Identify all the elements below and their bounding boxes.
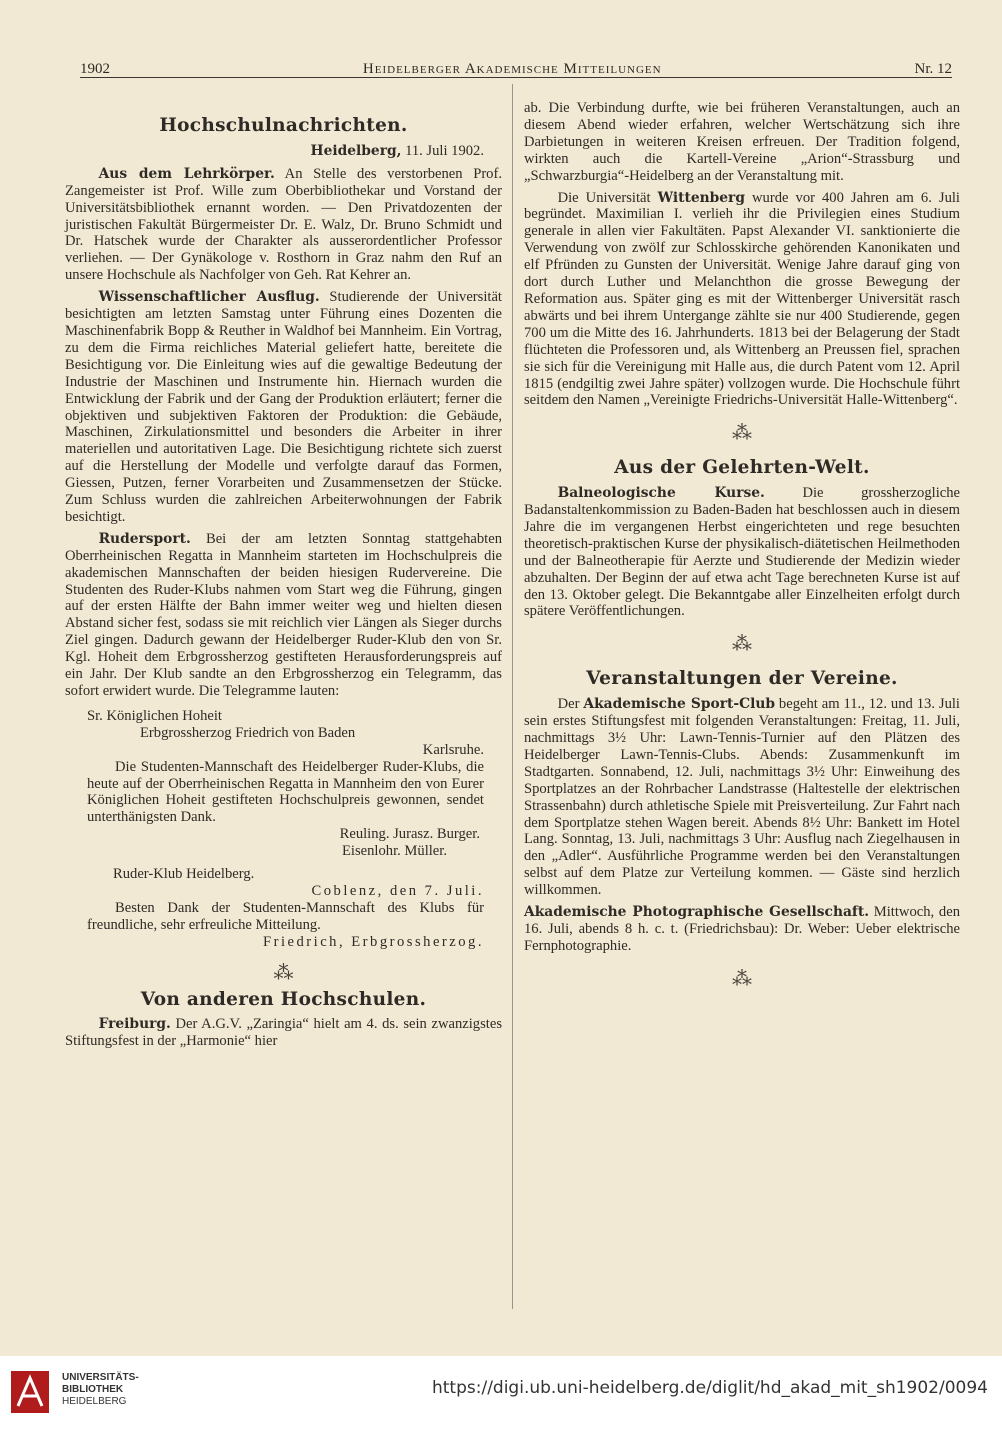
telegram-text: Die Studenten-Mannschaft des Heidelberger Ruder-Klubs, die heute auf der Oberrheinischen Regatta in Mannheim den von Eurer Königlichen Hoheit gestifteten Hochschulpreis gewonnen, sendet unterthänigsten Dank.	[87, 758, 484, 826]
dateline: Heidelberg, 11. Juli 1902.	[310, 142, 484, 159]
article-photo-gesellschaft: Akademische Photographische Gesellschaft. Mittwoch, den 16. Juli, abends 8 h. c. t. (Friedrichsbau): Dr. Weber: Ueber elektrische Fernphotographie.	[524, 904, 960, 954]
heading-andere-hochschulen: Von anderen Hochschulen.	[140, 988, 427, 1010]
article-sport-club: Der Akademische Sport-Club begeht am 11., 12. und 13. Juli sein erstes Stiftungsfest mit folgenden Veranstaltungen: Freitag, 11. Juli, nachmittags 3½ Uhr: Lawn-Tennis-Turnier auf den Plätzen des Heidelberger Lawn-Tennis-Clubs. Abends: Zusammenkunft im Stadtgarten. Sonnabend, 12. Juli, nachmittags 3½ Uhr: Einweihung des Sportplatzes an der Rohrbacher Landstrasse (Haltestelle der elektrischen Strassenbahn) durch athletische Spiele mit Preisverteilung. Zur Fahrt nach dem Sportplatze stehen Wagen bereit. Abends 8½ Uhr: Bankett im Hotel Lang. Sonntag, 13. Juli, nachmittags 3 Uhr: Ausflug nach Ziegelhausen in den „Adler“. Ausführliche Programme werden bei den Veranstaltungen selbst auf dem Platze zur Verteilung kommen. — Gäste sind herzlich willkommen.	[524, 696, 960, 899]
telegram-line: Friedrich, Erbgrossherzog.	[262, 933, 484, 950]
header-year: 1902	[80, 61, 110, 77]
article-rudersport: Rudersport. Bei der am letzten Sonntag stattgehabten Oberrheinischen Regatta in Mannheim starteten im Hochschulpreis die akademischen Mannschaften der beiden hiesigen Rudervereine. Die Studenten des Ruder-Klubs nahmen vom Start weg die Führung, gingen auf der ersten Hälfte der Bahn immer weiter weg und hielten diesen Abstand sicher fest, sodass sie mit reichlich vier Längen als Sieger durchs Ziel gingen. Dadurch gewann der Heidelberger Ruder-Klub den von Sr. Kgl. Hoheit dem Erbgrossherzog gestifteten Herausforderungspreis auf ein Jahr. Der Klub sandte an den Erbgrossherzog ein Telegramm, das sofort erwidert wurde. Die Telegramme lauten:	[65, 530, 502, 699]
article-balneologie: Balneologische Kurse. Die grossherzogliche Badanstaltenkommission zu Baden-Baden hat beschlossen auch in diesem Jahre die im vergangenen Herbst eingerichteten und rege besuchten theoretisch-praktischen Kurse der physikalisch-diätetischen Heilmethoden und der Balneotherapie für Aerzte und Studierende der Medizin wieder abzuhalten. Der Beginn der auf etwa acht Tage berechneten Kurse ist auf den 13. Oktober gelegt. Die Bekanntgabe aller Einzelheiten erfolgt durch spätere Veröffentlichungen.	[524, 485, 960, 620]
ornament: ⁂	[732, 633, 752, 656]
right-column	[524, 100, 960, 988]
header-rule	[80, 77, 952, 78]
telegram-line: Coblenz, den 7. Juli.	[311, 882, 484, 899]
ornament: ⁂	[732, 967, 752, 990]
telegram-text: Besten Dank der Studenten-Mannschaft des Klubs für freundliche, sehr erfreuliche Mitteilung.	[87, 899, 484, 933]
page-header	[80, 52, 952, 78]
article-freiburg: Freiburg. Der A.G.V. „Zaringia“ hielt am 4. ds. sein zwanzigstes Stiftungsfest in der „Harmonie“ hier	[65, 1016, 502, 1050]
library-logo-icon	[10, 1370, 50, 1414]
left-column	[65, 100, 502, 1050]
ornament: ⁂	[273, 961, 294, 984]
header-number: Nr. 12	[914, 61, 952, 77]
column-divider	[512, 84, 513, 1309]
telegram-line: Erbgrossherzog Friedrich von Baden	[140, 724, 356, 741]
article-ausflug: Wissenschaftlicher Ausflug. Studierende der Universität besichtigten am letzten Samstag unter Führung eines Dozenten die Maschinenfabrik Bopp & Reuther in Waldhof bei Mannheim. Ein Vortrag, zu dem die Firma reichliches Material geliefert hatte, bereitete die Besichtigung vor. Die Einleitung wies auf die gewaltige Bedeutung der Industrie der Maschinen und Instrumente hin. Hiernach wurden die Entwicklung der Fabrik und der Gang der Produktion erläutert; ferner die objektiven und subjektiven Faktoren der Produktion: die Gebäude, Maschinen, Zirkulationsmittel und besonders die Arbeiter in ihrer materiellen und autoritativen Lage. Die Besichtigung richtete sich zuerst auf die Herstellung der Modelle und verfolgte darauf das Formen, Giessen, Putzen, ferner Vorarbeiten und Zusammensetzen der Stücke. Zum Schluss wurden die zahlreichen Arbeiterwohnungen der Fabrik besichtigt.	[65, 289, 502, 525]
telegram-line: Reuling. Jurasz. Burger.	[339, 826, 480, 843]
ornament: ⁂	[732, 422, 752, 445]
article-wittenberg: Die Universität Wittenberg wurde vor 400 Jahren am 6. Juli begründet. Maximilian I. verlieh ihr die Privilegien eines Studium generale in allen vier Fakultäten. Papst Alexander VI. sanktionierte die Verwendung von zwölf zur Schlosskirche gehörenden Kanonikaten und elf Pfründen zu Gunsten der Universität. Wenige Jahre darauf ging von dort durch Luther und Melanchthon die grosse Bewegung der Reformation aus. Später ging es mit der Wittenberger Universität rasch abwärts und bei ihrem Untergange zählte sie nur 400 Studierende, gegen 700 um die Mitte des 16. Jahrhunderts. 1813 bei der Belagerung der Stadt flüchteten die Professoren und, als Wittenberg an Preussen fiel, sprachen sie sich für die Vereinigung mit Halle aus, die durch Patent vom 12. April 1815 (endgiltig zwei Jahre später) vollzogen wurde. Die Hochschule führt seitdem den Namen „Vereinigte Friedrichs-Universität Halle-Wittenberg“.	[524, 189, 960, 409]
telegrams	[65, 708, 502, 951]
telegram-line: Karlsruhe.	[422, 741, 484, 758]
header-title: Heidelberger Akademische Mitteilungen	[362, 61, 662, 77]
heading-hochschulnachrichten: Hochschulnachrichten.	[159, 115, 408, 136]
telegram-line: Eisenlohr. Müller.	[342, 843, 447, 860]
library-name: UNIVERSITÄTS- BIBLIOTHEK HEIDELBERG	[62, 1372, 139, 1407]
permalink-url[interactable]: https://digi.ub.uni-heidelberg.de/diglit/hd_akad_mit_sh1902/0094	[431, 1378, 988, 1398]
viewer-footer	[0, 1356, 1002, 1429]
heading-veranstaltungen: Veranstaltungen der Vereine.	[586, 668, 898, 690]
article-lehrkoerper: Aus dem Lehrkörper. An Stelle des verstorbenen Prof. Zangemeister ist Prof. Wille zum Oberbibliothekar und Vorstand der Universitätsbibliothek ernannt worden. — Den Privatdozenten der juristischen Fakultät Bürgermeister Dr. E. Walz, Dr. Bruno Schmidt und Dr. Hatschek wurde der Charakter als ausserordentlicher Professor verliehen. — Der Gynäkologe v. Rosthorn in Graz nahm den Ruf an unsere Hochschule als Nachfolger von Geh. Rat Kehrer an.	[65, 165, 502, 284]
telegram-line: Sr. Königlichen Hoheit	[87, 707, 222, 724]
heading-gelehrten-welt: Aus der Gelehrten-Welt.	[614, 457, 870, 479]
article-continued: ab. Die Verbindung durfte, wie bei früheren Veranstaltungen, auch an diesem Abend wieder erfahren, welcher Wertschätzung sich ihre Darbietungen in weiteren Kreisen erfreuen. Der Tradition folgend, wirkten auch die Kartell-Vereine „Arion“-Strassburg und „Schwarzburgia“-Heidelberg an der Veranstaltung mit.	[524, 100, 960, 184]
telegram-line: Ruder-Klub Heidelberg.	[113, 866, 255, 883]
